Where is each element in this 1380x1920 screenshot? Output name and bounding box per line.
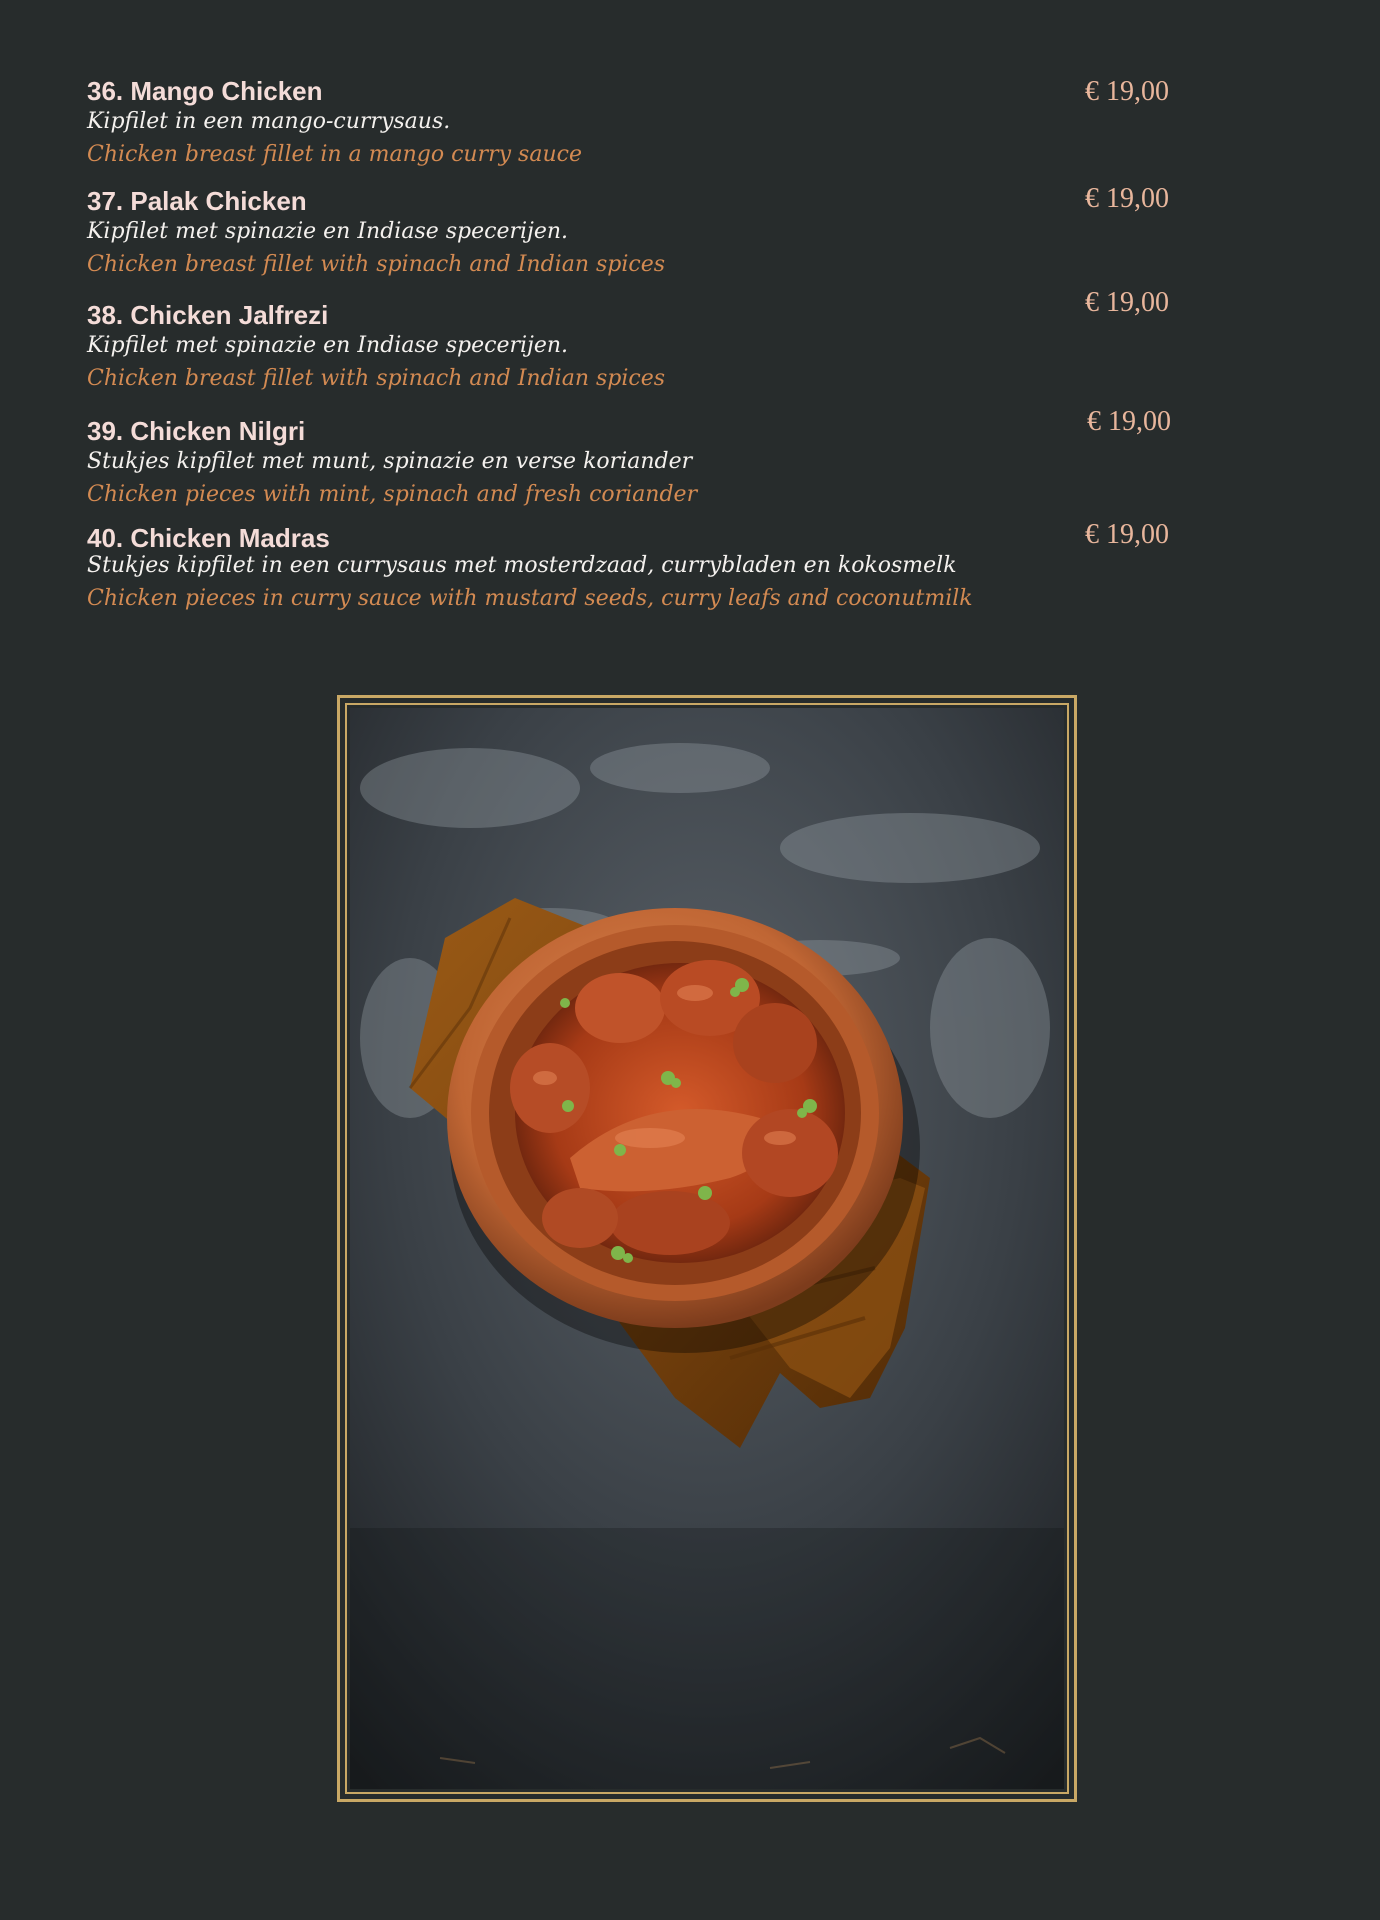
menu-item-description-nl: Stukjes kipfilet met munt, spinazie en verse koriander bbox=[87, 449, 693, 474]
menu-item-description-nl: Stukjes kipfilet in een currysaus met mosterdzaad, currybladen en kokosmelk bbox=[87, 553, 957, 578]
curry-bowl-illustration bbox=[350, 708, 1064, 1789]
menu-item-name: 36. Mango Chicken bbox=[87, 76, 323, 106]
menu-item-name: 40. Chicken Madras bbox=[87, 523, 330, 553]
menu-item-price: € 19,00 bbox=[1085, 76, 1169, 107]
menu-item-price: € 19,00 bbox=[1085, 183, 1169, 214]
menu-item-price: € 19,00 bbox=[1085, 519, 1169, 550]
menu-item-price: € 19,00 bbox=[1087, 406, 1171, 437]
menu-item-price: € 19,00 bbox=[1085, 287, 1169, 318]
menu-item-description-nl: Kipfilet met spinazie en Indiase specerijen. bbox=[87, 219, 569, 244]
menu-item-name: 38. Chicken Jalfrezi bbox=[87, 300, 329, 330]
menu-item-description-nl: Kipfilet met spinazie en Indiase specerijen. bbox=[87, 333, 569, 358]
menu-item-description-en: Chicken breast fillet with spinach and Indian spices bbox=[87, 252, 666, 277]
dish-photo bbox=[350, 708, 1064, 1789]
menu-item-description-en: Chicken breast fillet in a mango curry sauce bbox=[87, 142, 582, 167]
menu-item-name: 39. Chicken Nilgri bbox=[87, 416, 306, 446]
menu-item-description-en: Chicken breast fillet with spinach and Indian spices bbox=[87, 366, 666, 391]
menu-item-name: 37. Palak Chicken bbox=[87, 186, 307, 216]
menu-item-description-en: Chicken pieces in curry sauce with mustard seeds, curry leafs and coconutmilk bbox=[87, 586, 973, 611]
menu-item-description-en: Chicken pieces with mint, spinach and fresh coriander bbox=[87, 482, 698, 507]
menu-item-description-nl: Kipfilet in een mango-currysaus. bbox=[87, 109, 451, 134]
